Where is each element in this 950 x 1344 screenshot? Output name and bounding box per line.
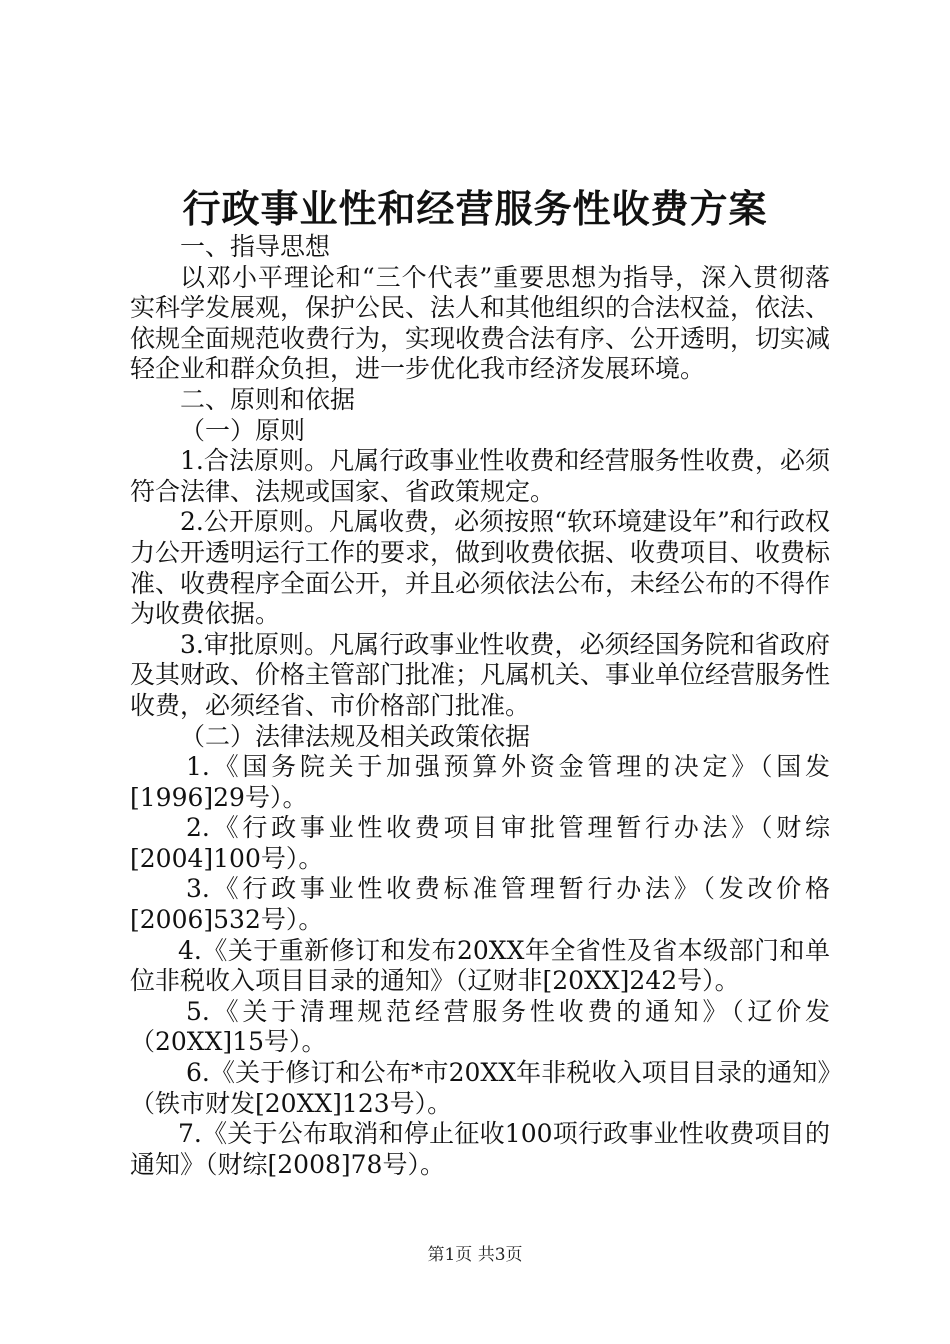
principle-approval: 3.审批原则。凡属行政事业性收费，必须经国务院和省政府及其财政、价格主管部门批准；凡属机关、事业单位经营服务性收费，必须经省、市价格部门批准。 [130,629,831,720]
principle-legal: 1.合法原则。凡属行政事业性收费和经营服务性收费，必须符合法律、法规或国家、省政策规定。 [130,446,830,506]
legal-basis-item-1: 1.《国务院关于加强预算外资金管理的决定》（国发[1996]29号）。 [130,752,830,812]
subsection-heading-principles: （一）原则 [180,415,306,445]
section-heading-guiding-ideology: 一、指导思想 [180,232,331,261]
document-body [130,232,830,1180]
guiding-ideology-paragraph: 以邓小平理论和“三个代表”重要思想为指导，深入贯彻落实科学发展观，保护公民、法人和其他组织的合法权益，依法、依规全面规范收费行为，实现收费合法有序、公开透明，切实减轻企业和群众负担，进一步优化我市经济发展环境。 [130,262,831,384]
legal-basis-item-5: 5.《关于清理规范经营服务性收费的通知》（辽价发（20XX]15号）。 [130,996,830,1057]
legal-basis-item-7: 7.《关于公布取消和停止征收100项行政事业性收费项目的通知》（财综[2008]78号）。 [130,1119,830,1179]
legal-basis-item-6: 6.《关于修订和公布*市20XX年非税收入项目目录的通知》（铁市财发[20XX]123号）。 [130,1058,830,1118]
principle-public: 2.公开原则。凡属收费，必须按照“软环境建设年”和行政权力公开透明运行工作的要求，做到收费依据、收费项目、收费标准、收费程序全面公开，并且必须依法公布，未经公布的不得作为收费依据。 [130,507,831,629]
subsection-heading-legal-basis: （二）法律法规及相关政策依据 [180,721,531,751]
page-footer: 第1页 共3页 [427,1245,523,1265]
section-heading-principles-basis: 二、原则和依据 [180,384,356,414]
legal-basis-item-3: 3.《行政事业性收费标准管理暂行办法》（发改价格[2006]532号）。 [130,874,830,935]
legal-basis-item-4: 4.《关于重新修订和发布20XX年全省性及省本级部门和单位非税收入项目目录的通知》（辽财非[20XX]242号）。 [130,935,830,996]
legal-basis-item-2: 2.《行政事业性收费项目审批管理暂行办法》（财综[2004]100号）。 [130,813,830,873]
document-title: 行政事业性和经营服务性收费方案 [182,186,768,231]
